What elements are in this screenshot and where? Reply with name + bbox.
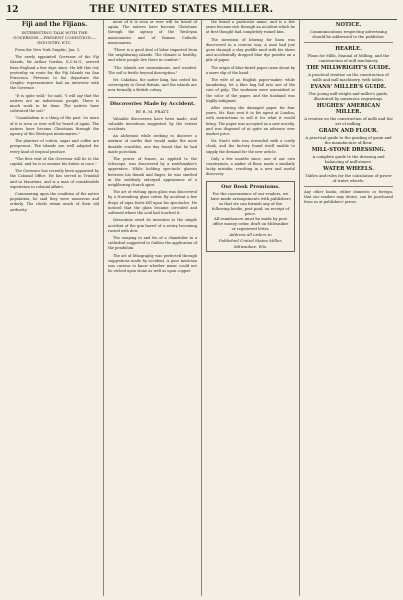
paragraph: Messotints owed its invention to the simple accident of the gun barrel of a sentry becoming rusted with dew. [108, 218, 197, 233]
paragraph: The invention of blueing for linen was discovered in a curious way. A man had just gone through a clay puddle mud with his shoes and accidentally dropped blue dye powder on a pile of paper. [206, 37, 295, 63]
paragraph: From the New York Graphic, Jan. 3. [15, 48, 81, 52]
article-title: Fiji and the Fijians. [21, 21, 88, 28]
ad-item [304, 103, 393, 126]
ad-item [304, 46, 393, 63]
book-premiums-box [206, 181, 295, 252]
paragraph: The origin of blue-tinted paper came about by a mere slip of the hand. [206, 65, 295, 75]
page-header [6, 4, 397, 20]
column-3 [202, 20, 300, 596]
paragraph: Only a few months since, one of our own countrymen, a maker of flour, made a similarly lucky mistake, resulting in a new and useful discovery. [206, 156, 295, 177]
paragraph: The newly appointed Governor of the Fiji Islands, Sir Arthur Gordon, K.C.M.G., arrived from England a few days since. He left this city yesterday en route for the Fiji Islands via San Francisco. Previous to his departure the Graphic representative had an interview with the Governor. [10, 55, 99, 91]
ad-item [304, 84, 393, 101]
paragraph: "The first visit of the Governor will be to the capital, and he is to assume his duties at once." [10, 156, 99, 167]
paragraph: The wife of an English paper-maker, while laundering, let a blue bag fall into one of the vats of pulp. The workmen were astonished at the color of the paper, and the husband was highly indignant. [206, 78, 295, 103]
paragraph: The art of etching upon glass was discovered by a Nuremberg glass cutter. By accident a few drops of aqua fortis fell upon his spectacles. He noticed that the glass became corroded and softened where the acid had touched it. [108, 190, 197, 216]
ad-item [304, 65, 393, 82]
ad-line: Tables and rules for the calculation of power of water wheels. [305, 173, 392, 183]
ad-title: THE MILLWRIGHT'S GUIDE. [306, 65, 391, 71]
masthead: THE UNITED STATES MILLER. [89, 4, 274, 15]
paragraph: After storing the damaged paper for four years, Mr. East sent it to his agent at London, with instructions to sell it for what it would bring. The paper was accepted as a new novelty, and was disposed of at quite an advance over market price. [206, 106, 295, 137]
ad-line: A practical guide to the grading of grain and the manufacture of flour. [305, 135, 392, 145]
paragraph: An alchemist while seeking to discover a mixture of earths that would make the most durable crucibles, one day found that he had made porcelain. [108, 134, 197, 154]
ad-title: NOTICE. [335, 22, 362, 28]
ad-title: GRAIN AND FLOUR. [318, 128, 379, 134]
ad-item [304, 128, 393, 145]
paragraph: Valuable discoveries have been made, and valuable inventions suggested, by the veriest accidents. [108, 116, 197, 132]
paragraph: Mr. Cakobau, the native king, has ceded his sovereignty to Great Britain, and the islands are now formally a British colony. [108, 78, 197, 93]
ad-title: WATER WHEELS. [323, 166, 374, 172]
column-1 [6, 20, 104, 596]
paragraph: The art of lithography was perfected through suggestions made by accident. A poor musician was curious to know whether music could not be etched upon stone as well as upon copper. [108, 253, 197, 274]
paragraph: Commenting upon the condition of the native population, he said they were numerous and orderly. The chiefs retain much of their old authority. [10, 192, 99, 212]
paragraph: the brand a particular name, and is a few years became rich through an accident which he at first thought had completely ruined him. [206, 20, 296, 35]
column-2 [104, 20, 202, 596]
footer-note: Any other books, either domestic or foreign, that our readers may desire, can be purchased from us at publishers' prices. [304, 190, 393, 205]
paragraph: The planters of cotton, sugar and coffee are prosperous. The islands are well adapted for every kind of tropical produce. [10, 139, 99, 154]
ad-line: Plans for Mills, Manual of Milling, and the construction of mill machinery. [307, 53, 390, 63]
paragraph: The power of lenses, as applied to the telescope, was discovered by a watchmaker's apprentice. While holding spectacle glasses between his thumb and finger, he was startled at the suddenly enlarged appearance of a neighboring church spire. [108, 157, 197, 188]
address-line: Published United States Miller, [218, 237, 283, 243]
divider [304, 186, 393, 187]
paragraph: "It is quite wild," he said. "I will say that the natives are an industrious people. There is much work to be done. The natives have cultivated the soil." [10, 93, 99, 114]
ad-item [304, 147, 393, 164]
box-title: Our Book Premiums. [221, 183, 280, 190]
divider [108, 97, 197, 98]
ad-title: EVANS' MILLER'S GUIDE. [310, 84, 387, 90]
ad-line: A practical treatise on the construction of mills and mill machinery, with tables. [308, 72, 389, 82]
column-4 [300, 20, 397, 596]
paragraph: The Governor has recently been appointed by the Colonial Office. He has served in Trinidad and in Mauritius, and is a man of considerable experience in colonial affairs. [10, 169, 99, 189]
article-subtitle: INTERESTING TALK WITH THE GOVERNOR.—PRESENT CONDITION.—INDUSTRY, ETC. [13, 30, 96, 45]
paragraph: "Cannibalism is a thing of the past. So more of it is seen or ever will be heard of again. The natives have become Christians through the agency of the Wesleyan missionaries." [10, 116, 99, 137]
ad-title: HEARLE. [335, 46, 362, 52]
divider [304, 42, 393, 43]
address-line: Milwaukee, Wis. [233, 243, 268, 249]
section-title: Discoveries Made by Accident. [109, 100, 196, 107]
paragraph: Mr. East's wife was rewarded with a costly cloak, and the factory found itself unable to supply the demand for the new article. [206, 139, 295, 154]
paragraph: more of it is seen or ever will be heard of again. The natives have become Christians through the agency of the Wesleyan missionaries and of Roman Catholic missionaries. [108, 20, 197, 45]
page-number: 12 [6, 5, 19, 15]
section-byline: BY R. M. PRATT. [135, 108, 170, 114]
ad-item [304, 22, 393, 39]
paragraph: The swaying to and fro of a chandelier in a cathedral suggested to Galileo the application of the pendulum. [108, 235, 197, 251]
ad-line: A treatise on the construction of mills and the art of milling. [304, 116, 393, 126]
ad-line: Communications respecting advertising should be addressed to the publisher. [310, 29, 387, 39]
ad-line: A complete guide to the dressing and balancing of mill-stones. [312, 154, 385, 164]
paragraph: "The Islands are mountainous, and wooded. The soil is fertile beyond description." [108, 65, 197, 75]
columns [6, 20, 397, 596]
ad-title: MILL-STONE DRESSING. [311, 147, 386, 153]
box-line: For the convenience of our readers, we have made arrangements with publishers so that we can furnish any of the following books, post paid, on receipt of price. [210, 190, 291, 216]
box-line: All remittances must be made by post office money order, draft on Milwaukee or registered letter. [212, 215, 289, 231]
ad-item [304, 166, 393, 183]
paragraph: "There is a good deal of labor imported from the neighboring islands. The climate is healthy, and white people live there in comfort." [108, 48, 197, 63]
address-line: Address all orders to [229, 231, 272, 237]
ad-title: HUGHES' AMERICAN MILLER. [316, 103, 381, 115]
ad-line: The young mill-wright and miller's guide, illustrated by numerous engravings. [308, 91, 389, 101]
